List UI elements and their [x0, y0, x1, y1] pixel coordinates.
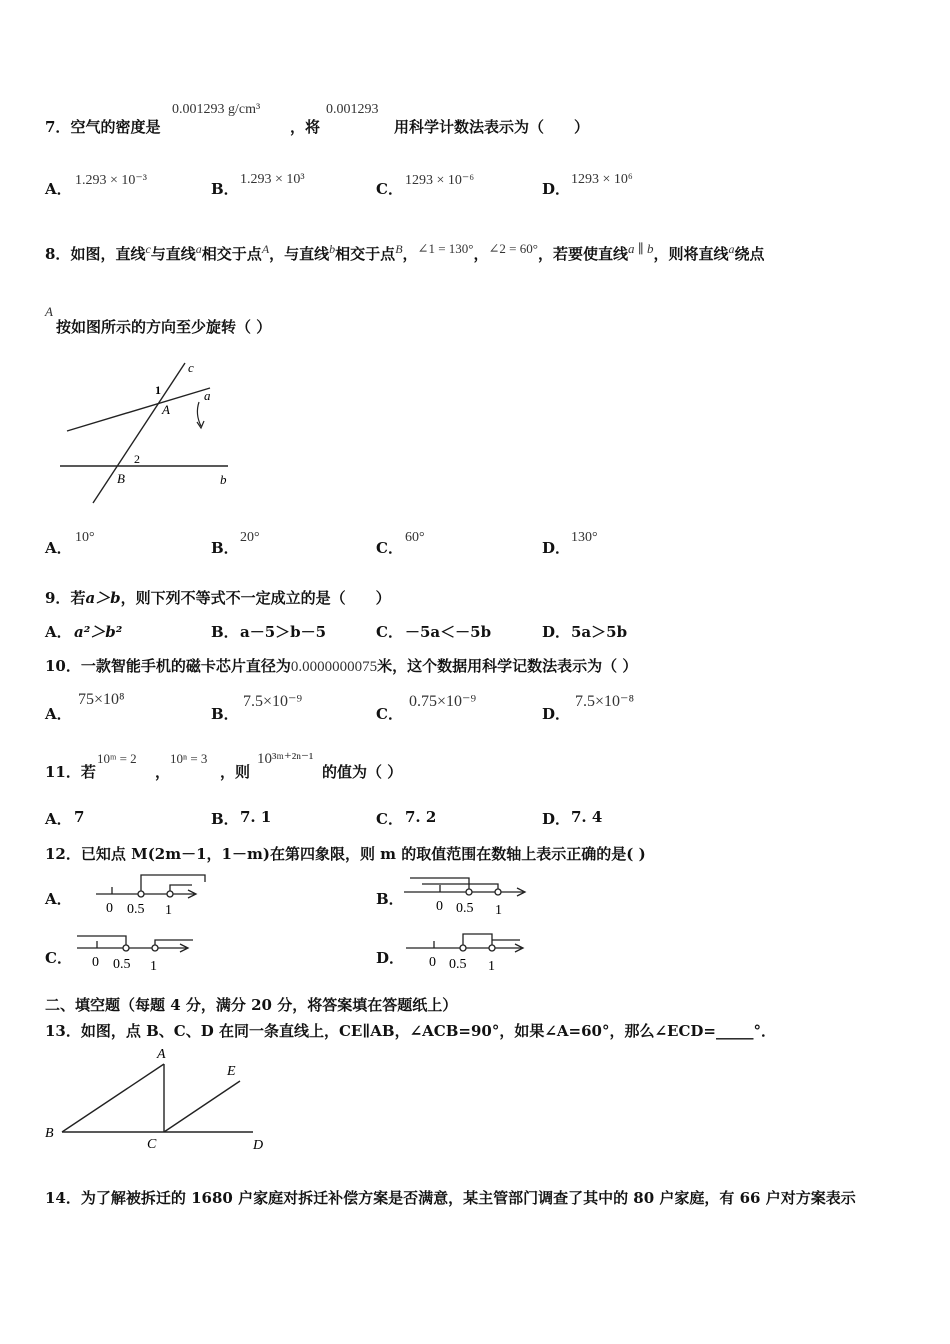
number-line-d	[404, 928, 529, 975]
line-c	[93, 363, 185, 503]
question-text: 按如图所示的方向至少旋转（ ）	[56, 318, 272, 336]
label-2: 2	[134, 452, 140, 466]
svg-text:0: 0	[106, 901, 113, 916]
math-number: 0.001293	[326, 102, 379, 117]
question-7	[45, 116, 160, 137]
option-value: 130°	[571, 530, 598, 545]
option-value: 7.5×10⁻⁸	[575, 693, 635, 710]
math-10n: 10ⁿ = 3	[170, 751, 208, 766]
question-13: 13．如图，点 B、C、D 在同一条直线上，CE∥AB，∠ACB=90°，如果∠A=60°，那么∠ECD=_____°．	[45, 1022, 777, 1040]
option-value: 10°	[75, 530, 95, 545]
question-number: 12．	[45, 845, 81, 863]
option-letter: D．	[542, 623, 571, 641]
svg-text:0: 0	[436, 899, 443, 914]
question-14: 14．为了解被拆迁的 1680 户家庭对拆迁补偿方案是否满意，某主管部门调查了其中的 80 户家庭，有 66 户对方案表示	[45, 1189, 856, 1207]
number-line-c	[75, 930, 200, 975]
option-value: 5a＞5b	[571, 623, 628, 641]
question-9: 9．若a＞b，则下列不等式不一定成立的是（ ）	[45, 589, 391, 607]
question-11: 11．若	[45, 763, 96, 781]
question-12: 12．已知点 M(2m－1，1－m)在第四象限，则 m 的取值范围在数轴上表示正确的是( )	[45, 845, 646, 863]
option-value: －5a＜－5b	[405, 623, 492, 641]
option-letter: B．	[376, 890, 404, 908]
option-value: 7	[74, 808, 85, 826]
question-text: ，将	[290, 118, 321, 136]
option-value: 1.293 × 10³	[240, 172, 305, 187]
svg-text:0.5: 0.5	[127, 902, 145, 917]
option-letter: A．	[45, 890, 72, 908]
svg-text:1: 1	[150, 959, 157, 974]
question-number: 9．	[45, 589, 71, 607]
question-8: 8．如图，直线$^c$与直线$^a$相交于点$^A$，与直线$^b$相交于点$^B$，∠1 = 130°，∠2 = 60°，若要使直线a ∥ b，则将直线$^a$绕点	[45, 241, 765, 263]
label-A: A	[162, 402, 170, 417]
label-a: a	[204, 388, 211, 403]
option-value: 60°	[405, 530, 425, 545]
question-text: 空气的密度是	[70, 118, 161, 136]
math-density: 0.001293 g/cm³	[172, 102, 261, 117]
option-letter: B．	[211, 705, 239, 723]
option-letter: A．	[45, 539, 72, 557]
number-line-b	[402, 870, 532, 920]
option-letter: C．	[376, 705, 403, 723]
label-E: E	[227, 1064, 236, 1079]
number-line-a	[92, 870, 212, 920]
q13-figure	[40, 1040, 280, 1155]
option-letter: A．	[45, 810, 72, 828]
option-value: 7. 1	[240, 808, 272, 826]
label-b: b	[220, 472, 227, 487]
line-a	[67, 388, 210, 431]
svg-text:0: 0	[92, 955, 99, 970]
option-letter: D．	[542, 705, 571, 723]
option-letter: C．	[45, 949, 72, 967]
option-value: 0.75×10⁻⁹	[409, 693, 477, 710]
label-B: B	[45, 1126, 54, 1141]
option-letter: D．	[542, 810, 571, 828]
question-number: 14．	[45, 1189, 81, 1207]
question-number: 7．	[45, 118, 71, 136]
option-letter: B．	[211, 180, 239, 198]
option-value: 7. 4	[571, 808, 603, 826]
option-value: 1293 × 10⁻⁶	[405, 173, 475, 188]
label-1: 1	[155, 383, 161, 397]
svg-text:1: 1	[488, 959, 495, 974]
svg-text:0.5: 0.5	[449, 957, 467, 972]
option-letter: C．	[376, 623, 403, 641]
svg-text:1: 1	[165, 903, 172, 918]
option-letter: B．	[211, 623, 239, 641]
option-letter: B．	[211, 539, 239, 557]
option-value: 20°	[240, 530, 260, 545]
question-number: 8．	[45, 245, 71, 263]
option-letter: A．	[45, 623, 72, 641]
option-letter: A．	[45, 705, 72, 723]
option-letter: D．	[542, 180, 571, 198]
exam-page: 7．空气的密度是 0.001293 g/cm³ ，将 0.001293 用科学计数法表示为（ ） A． 1.293 × 10⁻³ B． 1.293 × 10³ C． 1293 × 10⁻⁶ D． 1293 × 10⁶ 8．如图，直线$^c$与直线$^a$相交于点$^A$，与直线$^b$相交于点$^B$，∠1 = 130°，∠2 = 60°，若要使直线a ∥ b，则将直线$^a$绕点 A 按如图所示的方向至少旋转（ ） c 1 A a 2 B b A． 10° B． 20° C． 60° D． 130° 9．若a＞b，则下列不等式不一定成立的是（ ） A． a²＞b² B． a－5＞b－5 C． －5a＜－5b D． 5a＞5b 10．一款智能手机的磁卡芯片直径为0.0000000075米，这个数据用科学记数法表示为（ ） A． 75×10⁸ B． 7.5×10⁻⁹ C． 0.75×10⁻⁹ D． 7.5×10⁻⁸ 11．若 10ᵐ = 2 ， 10ⁿ = 3 ，则 10³ᵐ⁺²ⁿ⁻¹ 的值为（ ） A． 7 B． 7. 1 C． 7. 2 D． 7. 4 12．已知点 M(2m－1，1－m)在第四象限，则 m 的取值范围在数轴上表示正确的是( ) A． 0 0.5 1 B． 0 0.5 1 C． 0 0.5 1 D． 0 0.5 1 二、填空题（每题 4 分，满分 20 分，将答案填在答题纸上） 13．如图，点 B、C、D 在同一条直线上，CE∥AB，∠ACB=90°，如果∠A=60°，那么∠ECD=_____°． A E B C D 14．为了解被拆迁的 1680 户家庭对拆迁补偿方案是否满意，某主管部门调查了其中的 80 户家庭，有 66 户对方案表示	[0, 0, 950, 1344]
segment-AB	[62, 1064, 164, 1132]
math-power: 10³ᵐ⁺²ⁿ⁻¹	[257, 751, 314, 767]
svg-text:0: 0	[429, 955, 436, 970]
label-B: B	[117, 471, 125, 486]
question-text: 用科学计数法表示为（ ）	[394, 118, 590, 136]
option-letter: A．	[45, 180, 72, 198]
svg-text:1: 1	[495, 903, 502, 918]
option-value: 1.293 × 10⁻³	[75, 173, 147, 188]
label-C: C	[147, 1137, 157, 1152]
option-letter: B．	[211, 810, 239, 828]
option-value: a－5＞b－5	[240, 623, 327, 641]
option-letter: C．	[376, 810, 403, 828]
label-A: A	[157, 1047, 166, 1062]
svg-text:0.5: 0.5	[456, 901, 474, 916]
question-number: 10．	[45, 657, 81, 675]
question-number: 13．	[45, 1022, 81, 1040]
question-number: 11．	[45, 763, 81, 781]
question-10: 10．一款智能手机的磁卡芯片直径为0.0000000075米，这个数据用科学记数法表示为（ ）	[45, 657, 638, 675]
q8-figure	[55, 358, 245, 513]
option-letter: C．	[376, 539, 403, 557]
option-letter: C．	[376, 180, 403, 198]
ray-CE	[164, 1081, 240, 1132]
option-value: 1293 × 10⁶	[571, 172, 633, 187]
label-c: c	[188, 360, 194, 375]
option-value: 75×10⁸	[78, 691, 125, 708]
option-value: 7.5×10⁻⁹	[243, 693, 303, 710]
option-letter: D．	[542, 539, 571, 557]
point-A-label: A	[45, 304, 53, 319]
label-D: D	[253, 1138, 264, 1153]
math-10m: 10ᵐ = 2	[97, 751, 137, 766]
section-title: 二、填空题（每题 4 分，满分 20 分，将答案填在答题纸上）	[45, 996, 458, 1014]
svg-text:0.5: 0.5	[113, 957, 131, 972]
option-letter: D．	[376, 949, 405, 967]
option-value: 7. 2	[405, 808, 437, 826]
option-value: a²＞b²	[74, 623, 123, 641]
